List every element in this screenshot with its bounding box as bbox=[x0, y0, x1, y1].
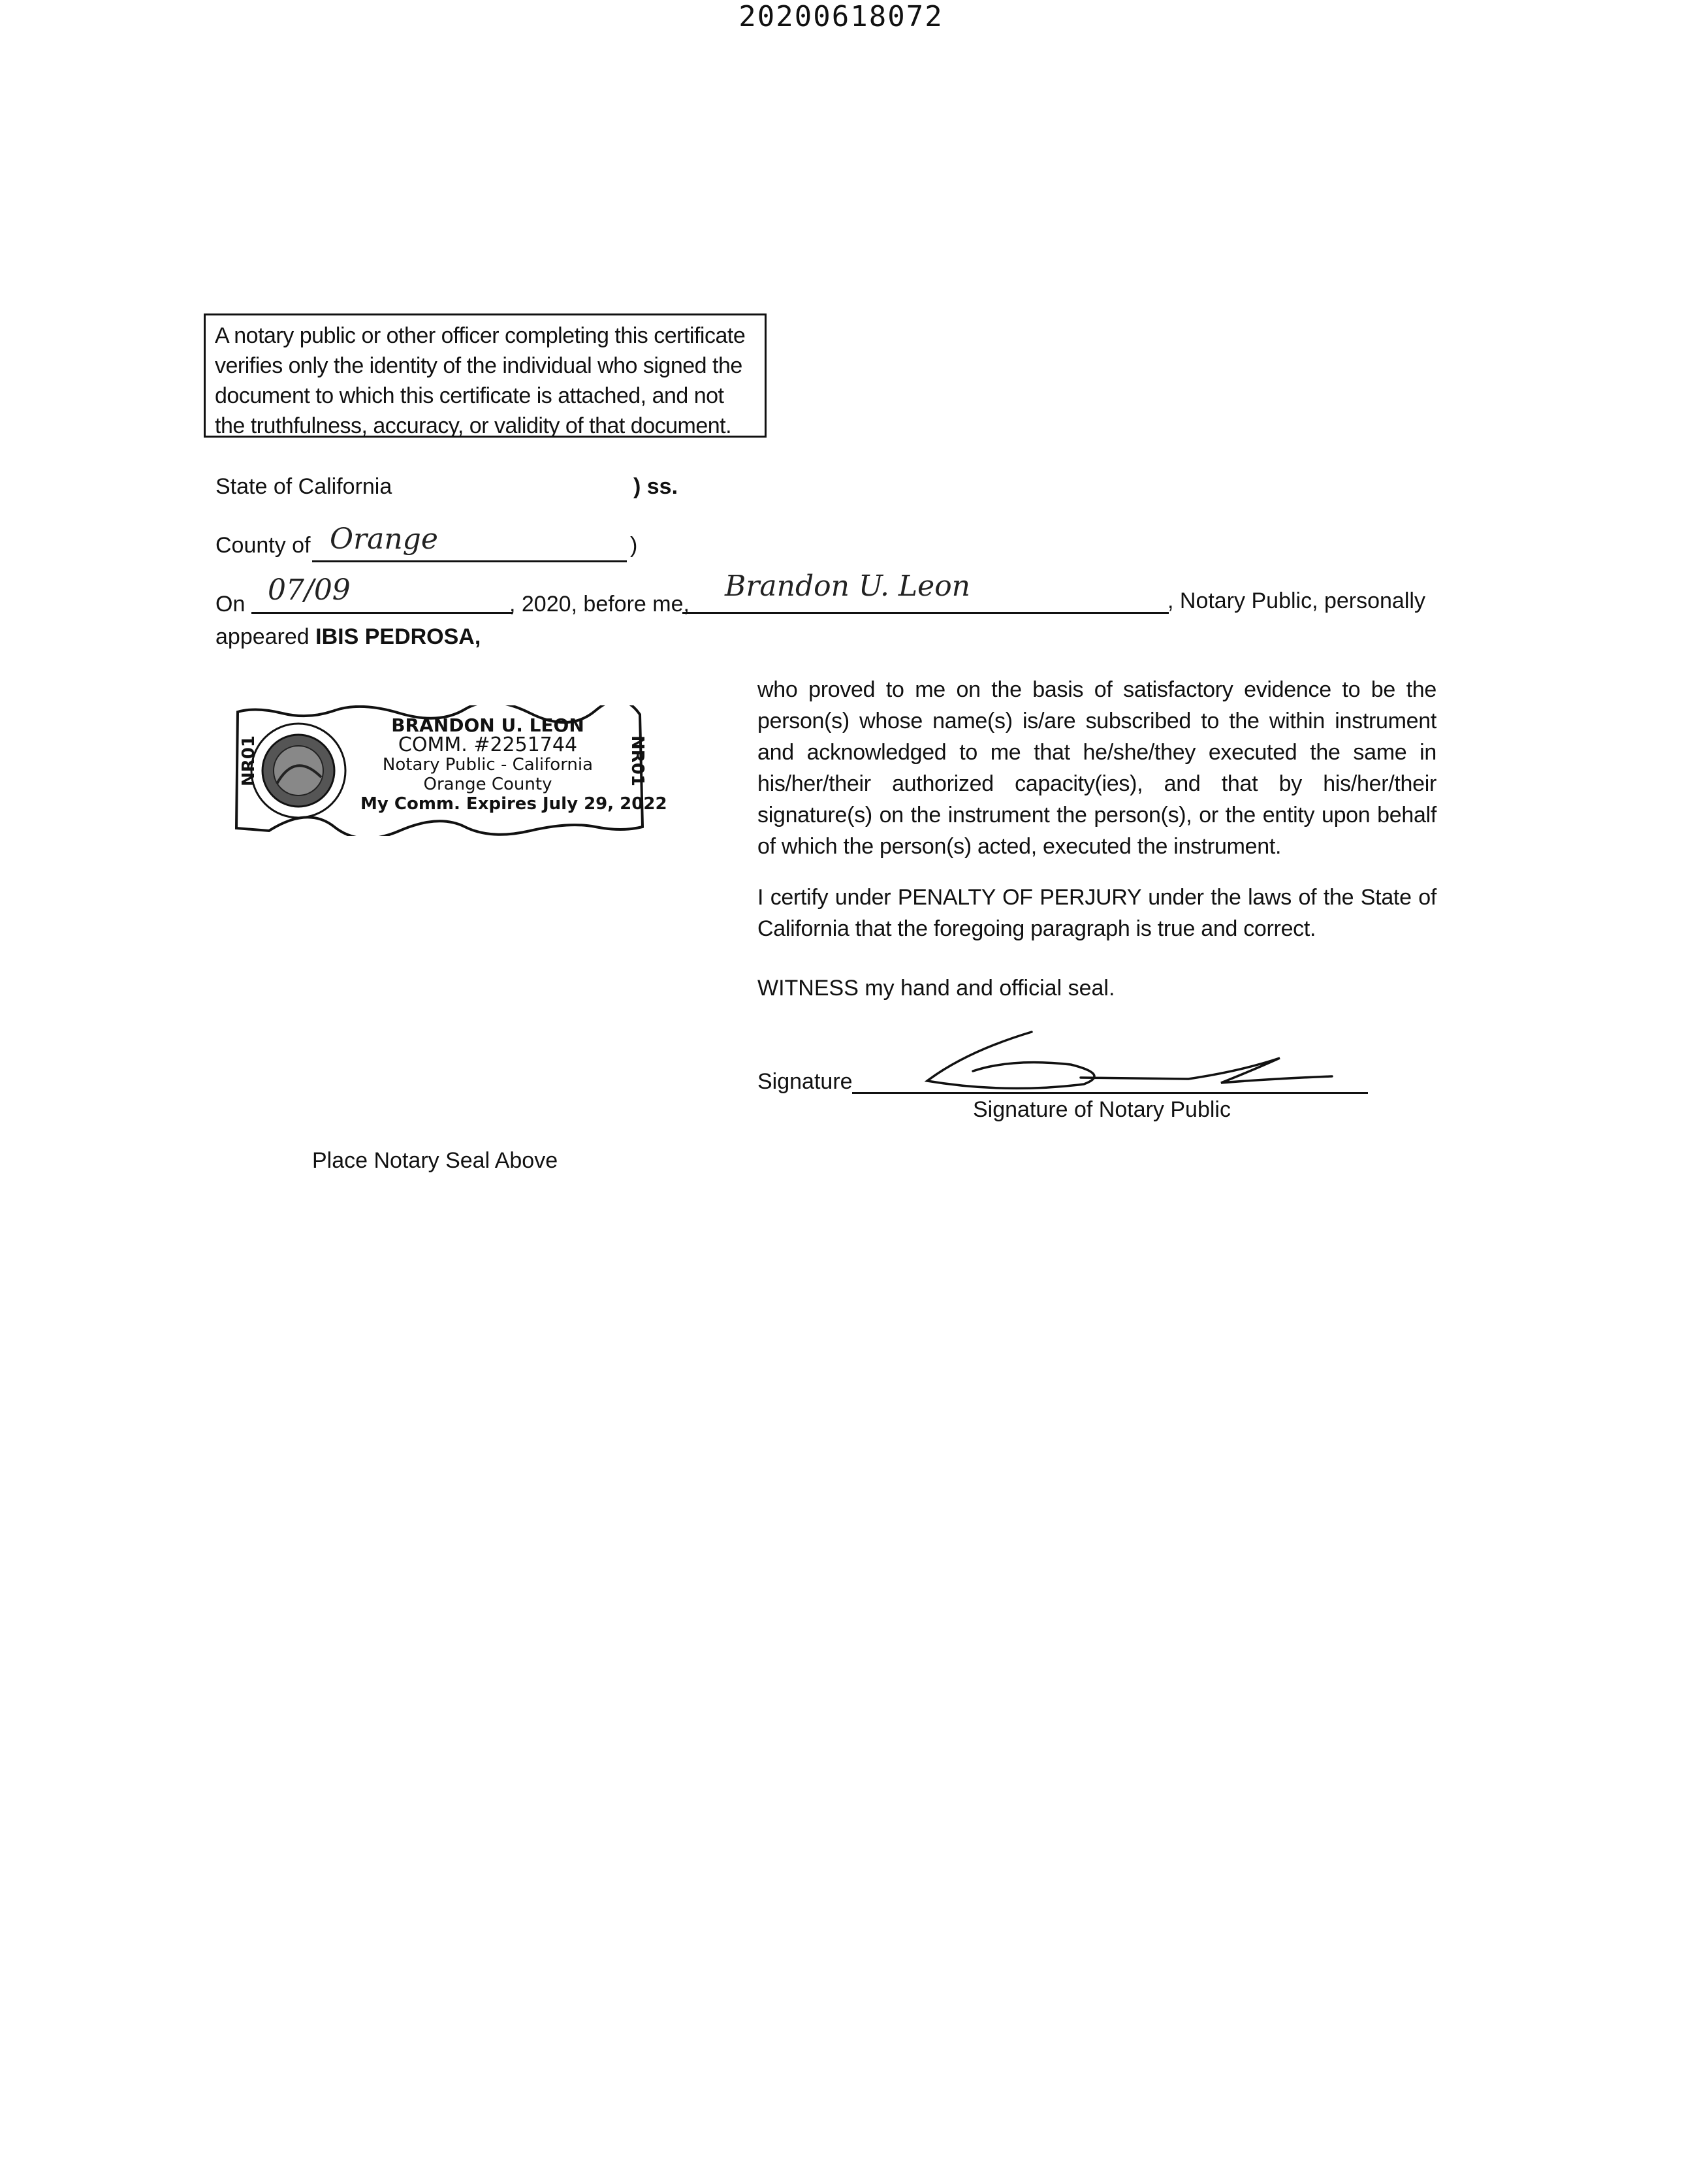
seal-side-code-right: NR01 bbox=[627, 735, 647, 786]
disclaimer-text: A notary public or other officer completing this certificate verifies only the identity of the individual who signed the document to which this certificate is attached, and not the truthfulness, accuracy, or validity of that document. bbox=[215, 323, 746, 438]
seal-notary-name: BRANDON U. LEON bbox=[391, 715, 584, 736]
county-close-paren: ) bbox=[630, 533, 638, 558]
notary-disclaimer-box bbox=[204, 313, 767, 438]
signer-name: IBIS PEDROSA, bbox=[315, 624, 481, 649]
seal-side-code-left: NR01 bbox=[238, 735, 259, 786]
county-label: County of bbox=[215, 533, 311, 558]
county-handwritten: Orange bbox=[330, 522, 438, 556]
seal-commission: COMM. #2251744 bbox=[398, 733, 578, 756]
on-label: On bbox=[215, 592, 246, 617]
date-handwritten: 07/09 bbox=[268, 573, 351, 607]
perjury-paragraph bbox=[757, 882, 1436, 944]
witness-line: WITNESS my hand and official seal. bbox=[757, 976, 1115, 1001]
signature-label: Signature bbox=[757, 1069, 853, 1094]
notary-signature-scribble bbox=[914, 1019, 1345, 1097]
seal-county: Orange County bbox=[423, 775, 552, 794]
signature-caption: Signature of Notary Public bbox=[973, 1097, 1231, 1122]
document-number: 20200618072 bbox=[738, 0, 944, 33]
appeared-line bbox=[215, 624, 481, 650]
appeared-label: appeared bbox=[215, 624, 309, 649]
ss-label: ) ss. bbox=[633, 474, 678, 499]
state-label: State of California bbox=[215, 474, 392, 499]
seal-caption: Place Notary Seal Above bbox=[312, 1148, 558, 1173]
notary-public-personally: , Notary Public, personally bbox=[1167, 588, 1425, 613]
perjury-paragraph-text: I certify under PENALTY OF PERJURY under the laws of the State of California that the foregoing paragraph is true and correct. bbox=[757, 885, 1436, 941]
notary-name-handwritten: Brandon U. Leon bbox=[725, 570, 971, 603]
proof-paragraph bbox=[757, 674, 1436, 862]
proof-paragraph-text: who proved to me on the basis of satisfactory evidence to be the person(s) whose name(s) is/are subscribed to the within instrument and acknowledged to me that he/she/they executed the same in his/her/their authorized capacity(ies), and that by his/her/their signature(s) on the instrument the person(s), or the entity upon behalf of which the person(s) acted, executed the instrument. bbox=[757, 677, 1436, 859]
seal-expiration: My Comm. Expires July 29, 2022 bbox=[360, 794, 667, 814]
notary-seal-stamp bbox=[230, 705, 667, 836]
year-before-me: , 2020, before me, bbox=[509, 592, 690, 617]
seal-title: Notary Public - California bbox=[382, 755, 594, 775]
